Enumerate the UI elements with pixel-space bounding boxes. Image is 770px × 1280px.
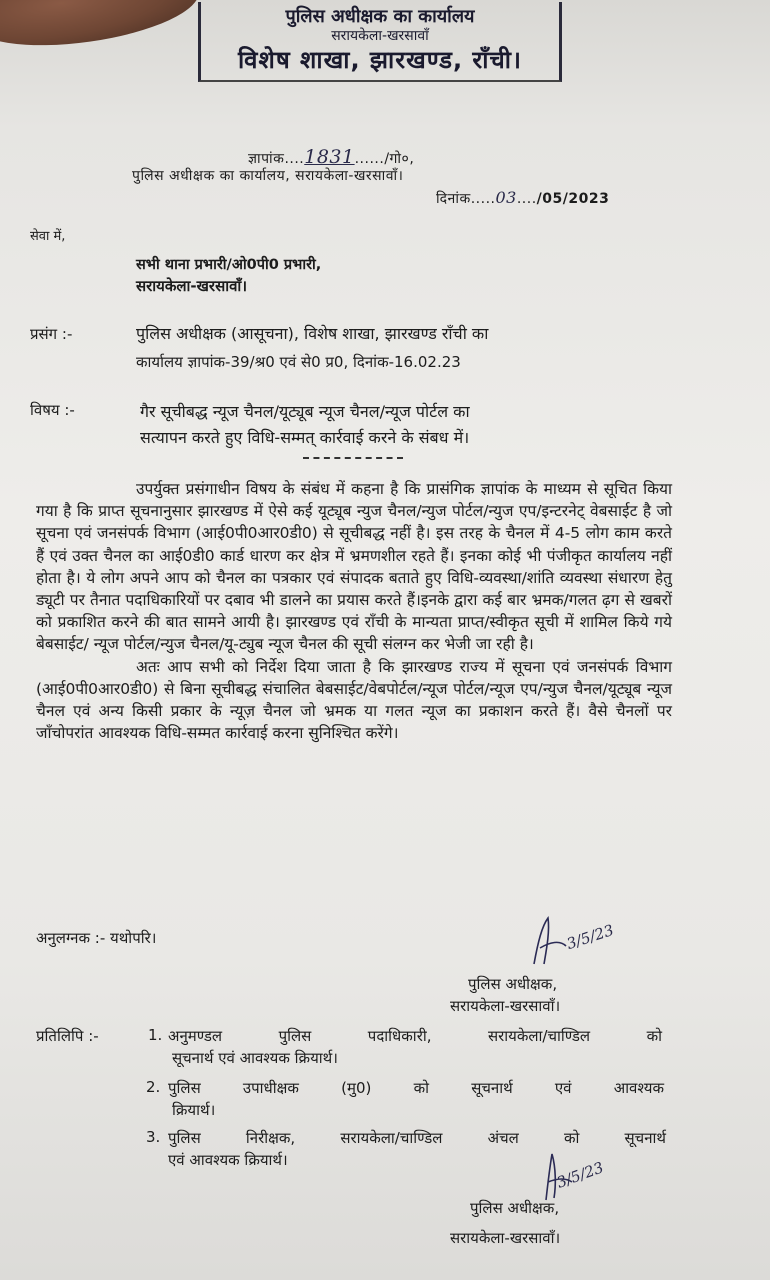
subject-line-1: गैर सूचीबद्ध न्यूज चैनल/यूट्यूब न्यूज चैनल/न्यूज पोर्टल का [140,402,470,421]
reference-line-2: कार्यालय ज्ञापांक-39/श्र0 एवं से0 प्र0, दिनांक-16.02.23 [136,353,461,371]
signatory-1-title: पुलिस अधीक्षक, [468,975,558,993]
to-line-2: सरायकेला-खरसावाँ। [136,277,248,295]
stamp-line-2: सरायकेला-खरसावाँ [331,28,429,44]
stamp-line-3: विशेष शाखा, झारखण्ड, राँची। [237,46,523,74]
copy-item-3-num: 3. [146,1128,161,1146]
reference-line-1: पुलिस अधीक्षक (आसूचना), विशेष शाखा, झारखण्ड राँची का [136,324,489,343]
signatory-2-title: पुलिस अधीक्षक, [470,1199,560,1217]
copy-item-3-line-1: पुलिस निरीक्षक, सरायकेला/चाण्डिल अंचल को सूचनार्थ [168,1129,666,1147]
copy-item-1-line-2: सूचनार्थ एवं आवश्यक क्रियार्थ। [172,1049,338,1067]
subject-label: विषय :- [30,401,75,419]
date-line: दिनांक.....03..../05/2023 [436,188,610,207]
finger-thumb [0,0,204,58]
date-day: 03 [495,188,517,207]
copy-item-1-num: 1. [148,1026,163,1044]
office-stamp [198,2,562,82]
copy-item-3-line-2: एवं आवश्यक क्रियार्थ। [168,1151,288,1169]
memo-number-line: ज्ञापांक....1831....../गो०, [248,146,415,168]
copy-item-2-num: 2. [146,1078,161,1096]
subject-line-2: सत्यापन करते हुए विधि-सम्मत् कार्रवाई करने के संबध में। [140,428,470,447]
copy-label: प्रतिलिपि :- [36,1027,99,1045]
body-paragraph-2: अतः आप सभी को निर्देश दिया जाता है कि झारखण्ड राज्य में सूचना एवं जनसंपर्क विभाग (आई0पी0आर0डी0) से बिना सूचीबद्ध संचालित बेबसाईट/वेबपोर्टल/न्यूज पोर्टल/न्यूज एप/न्युज चैनल/यूट्यूब न्यूज चैनल एवं अन्य किसी प्रकार के न्यूज़ चैनल जो भ्रमक या गलत न्यूज का प्रकाशन करते हैं। वैसे चैनलों पर जाँचोपरांत आवश्यक विधि-सम्मत कार्रवाई करना सुनिश्चित करेंगे। [36,657,672,743]
reference-label: प्रसंग :- [30,325,73,343]
signatory-2-place: सरायकेला-खरसावाँ। [450,1229,561,1247]
memo-number: 1831 [304,146,355,168]
copy-item-2-line-2: क्रियार्थ। [172,1101,216,1119]
stamp-line-1: पुलिस अधीक्षक का कार्यालय [285,6,475,27]
to-line-1: सभी थाना प्रभारी/ओ0पी0 प्रभारी, [136,257,322,273]
signature-1-date: 3/5/23 [564,920,616,954]
copy-item-2-line-1: पुलिस उपाधीक्षक (मु0) को सूचनार्थ एवं आवश्यक [168,1079,664,1097]
signature-2-date: 3/5/23 [554,1158,606,1192]
to-label: सेवा में, [30,229,66,244]
signatory-1-place: सरायकेला-खरसावाँ। [450,997,561,1015]
body-text [36,478,672,744]
copy-item-1-line-1: अनुमण्डल पुलिस पदाधिकारी, सरायकेला/चाण्डिल को [168,1027,662,1045]
office-line: पुलिस अधीक्षक का कार्यालय, सरायकेला-खरसावाँ। [132,168,404,184]
body-paragraph-1: उपर्युक्त प्रसंगाधीन विषय के संबंध में कहना है कि प्रासंगिक ज्ञापांक के माध्यम से सूचित किया गया है कि प्राप्त सूचनानुसार झारखण्ड में ऐसे कई यूट्यूब न्युज चैनल/न्युज पोर्टल/न्युज एप/इन्टरनेट् वेबसाईट है जो सूचना एवं जनसंपर्क विभाग (आई0पी0आर0डी0) से सूचीबद्ध नहीं है। इस तरह के चैनल में 4-5 लोग काम करते हैं एवं उक्त चैनल का आई0डी0 कार्ड धारण कर क्षेत्र में भ्रमणशील रहते हैं। इनका कोई भी पंजीकृत कार्यालय नहीं होता है। ये लोग अपने आप को चैनल का पत्रकार एवं संपादक बताते हुए विधि-व्यवस्था/शांति व्यवस्था संधारण हेतु ड्यूटी पर तैनात पदाधिकारियों पर दबाव भी डालने का प्रयास करते हैं।इनके द्वारा कई बार भ्रमक/गलत ढ़ग से खबरों को प्रकाशित करने की बात सामने आयी है। झारखण्ड एवं राँची के मान्यता प्राप्त/स्वीकृत सूची में शामिल किये गये बेबसाईट/ न्यूज पोर्टल/न्युज चैनल/यू-ट्युब न्यूज चैनल की सूची संलग्न कर भेजी जा रही है। [36,480,672,654]
divider [303,457,403,459]
enclosure-line: अनुलग्नक :- यथोपरि। [36,929,157,947]
